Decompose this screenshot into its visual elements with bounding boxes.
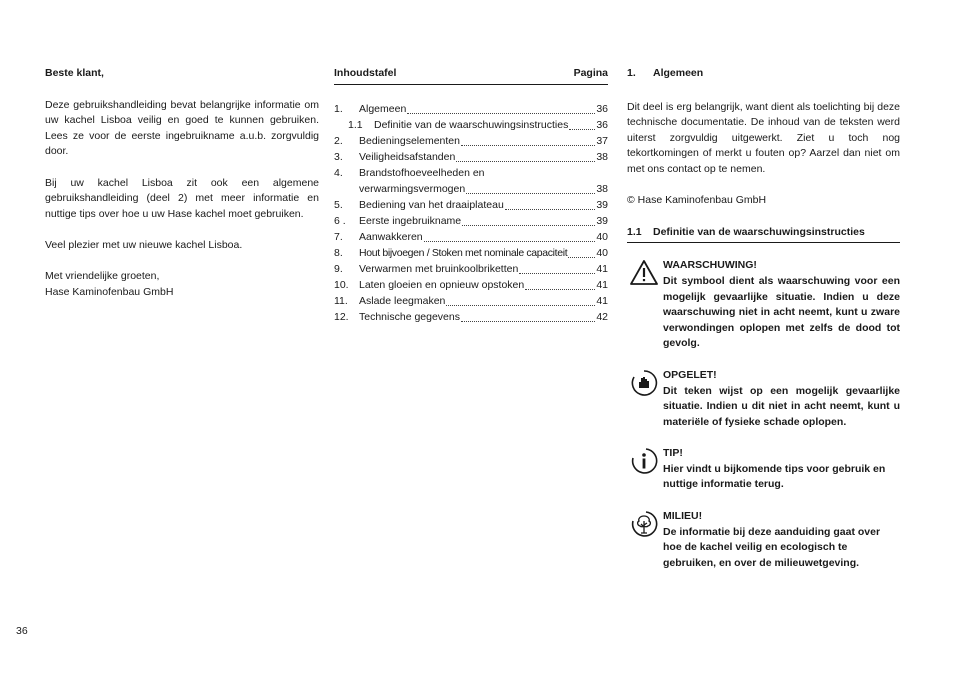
toc-item[interactable]	[334, 150, 608, 166]
toc-item[interactable]	[334, 102, 608, 118]
section-title: Definitie van de waarschuwingsinstructies	[653, 225, 865, 238]
toc-item[interactable]	[334, 118, 608, 134]
toc-leader	[456, 161, 595, 162]
toc-item-title: Aanwakkeren	[359, 231, 423, 243]
toc-item-page: 41	[596, 279, 608, 291]
toc-item-number: 1.1	[348, 119, 363, 131]
enjoy-paragraph: Veel plezier met uw nieuwe kachel Lisboa.	[45, 238, 243, 251]
toc-item-title: Brandstofhoeveelheden en	[359, 167, 485, 179]
toc-item-title: Technische gegevens	[359, 311, 460, 323]
greeting-heading: Beste klant,	[45, 67, 104, 79]
manual-paragraph: Bij uw kachel Lisboa zit ook een algemene gebruikshandleiding (deel 2) met meer informatie en nuttige tips over hoe u uw Hase kachel moet gebruiken.	[45, 176, 319, 220]
copyright-line: © Hase Kaminofenbau GmbH	[627, 194, 767, 207]
notice-title: MILIEU!	[663, 510, 703, 523]
toc-item[interactable]	[334, 230, 608, 246]
toc-item-title: Bedieningselementen	[359, 135, 460, 147]
toc-item-number: 12.	[334, 311, 349, 323]
environment-notice	[627, 509, 900, 571]
toc-item-page: 39	[596, 215, 608, 227]
toc-item-page: 41	[596, 295, 608, 307]
toc-item-title: Verwarmen met bruinkoolbriketten	[359, 263, 519, 275]
toc-item[interactable]	[334, 166, 608, 182]
page-number: 36	[16, 625, 28, 637]
toc-item-title: Eerste ingebruikname	[359, 215, 462, 227]
toc-leader	[568, 257, 595, 258]
caution-notice	[627, 368, 900, 430]
toc-item-title: verwarmingsvermogen	[359, 183, 466, 195]
closing-regards: Met vriendelijke groeten,	[45, 270, 160, 283]
toc-item-title: Algemeen	[359, 103, 407, 115]
toc-item-page: 37	[596, 135, 608, 147]
tree-icon	[629, 509, 659, 539]
toc-item-page: 41	[596, 263, 608, 275]
caution-hand-icon	[629, 368, 659, 398]
toc-item-page: 36	[596, 119, 608, 131]
toc-leader	[462, 225, 595, 226]
general-paragraph: Dit deel is erg belangrijk, want dient als toelichting bij deze technische documentatie. De inhoud van de teksten werd uiterst zorgvuldig uitgewerkt. Ziet u toch nog tekortkomingen of merkt u fouten op? Aarzel dan niet om met ons contact op te nemen.	[627, 100, 900, 175]
toc-item-page: 39	[596, 199, 608, 211]
notice-body: Hier vindt u bijkomende tips voor gebruik en nuttige informatie terug.	[663, 462, 886, 491]
toc-item-number: 9.	[334, 263, 343, 275]
toc-item-title: Definitie van de waarschuwingsinstructies	[374, 119, 569, 131]
toc-item-page: 38	[596, 183, 608, 195]
section-number: 1.	[627, 67, 636, 79]
notice-body: De informatie bij deze aanduiding gaat over hoe de kachel veilig en ecologisch te gebruiken, en over de milieuwetgeving.	[663, 525, 881, 569]
toc-item-number: 2.	[334, 135, 343, 147]
notice-body: Dit teken wijst op een mogelijk gevaarlijke situatie. Indien u dit niet in acht neemt, kunt u materiële of fysieke schade oplopen.	[663, 384, 900, 428]
section-number: 1.1	[627, 225, 642, 238]
toc-item-number: 10.	[334, 279, 349, 291]
toc-item-title: Aslade leegmaken	[359, 295, 446, 307]
toc-item-number: 1.	[334, 103, 343, 115]
toc-leader	[446, 305, 595, 306]
toc-item-number: 11.	[334, 295, 348, 307]
notice-body: Dit symbool dient als waarschuwing voor een mogelijk gevaarlijke situatie. Indien u deze waarschuwing niet in acht neemt, kunt u zware verwondingen oplopen met zelfs de dood tot gevolg.	[663, 274, 900, 350]
toc-leader	[519, 273, 595, 274]
info-icon	[629, 446, 659, 476]
toc-item-title: Veiligheidsafstanden	[359, 151, 456, 163]
greeting-column	[45, 66, 319, 300]
toc-page-label: Pagina	[573, 67, 608, 79]
toc-item-page: 36	[596, 103, 608, 115]
toc-item[interactable]	[334, 294, 608, 310]
toc-item-page: 40	[596, 247, 608, 259]
toc-leader	[461, 145, 595, 146]
toc-item-title: Bediening van het draaiplateau	[359, 199, 504, 211]
notice-title: OPGELET!	[663, 368, 717, 381]
toc-item[interactable]	[334, 198, 608, 214]
closing-company: Hase Kaminofenbau GmbH	[45, 285, 174, 298]
toc-item-page: 38	[596, 151, 608, 163]
toc-item[interactable]	[334, 214, 608, 230]
notice-title: WAARSCHUWING!	[663, 259, 757, 272]
toc-item-number: 3.	[334, 151, 343, 163]
intro-paragraph: Deze gebruikshandleiding bevat belangrijke informatie om uw kachel Lisboa veilig en goed te kunnen gebruiken. Lees ze voor de eerste ingebruikname a.u.b. zorgvuldig door.	[45, 98, 319, 158]
table-of-contents	[334, 66, 608, 326]
toc-leader	[466, 193, 595, 194]
toc-item-number: 4.	[334, 167, 343, 179]
toc-title: Inhoudstafel	[334, 67, 397, 79]
warning-triangle-icon	[629, 258, 659, 288]
toc-leader	[407, 113, 595, 114]
toc-item-number: 7.	[334, 231, 343, 243]
toc-item-number: 6 .	[334, 215, 346, 227]
toc-item[interactable]	[334, 310, 608, 326]
toc-item-page: 42	[596, 311, 608, 323]
toc-leader	[569, 129, 595, 130]
tip-notice	[627, 446, 900, 493]
toc-leader	[505, 209, 596, 210]
toc-item-title: Laten gloeien en opnieuw opstoken	[359, 279, 525, 291]
section-1-1-heading	[627, 225, 900, 244]
general-section-column	[627, 66, 900, 587]
warning-notice	[627, 258, 900, 352]
toc-leader	[424, 241, 596, 242]
section-1-heading	[627, 66, 900, 84]
toc-item-page: 40	[596, 231, 608, 243]
toc-item-number: 5.	[334, 199, 343, 211]
toc-leader	[461, 321, 595, 322]
toc-item-title: Hout bijvoegen / Stoken met nominale capaciteit	[359, 247, 568, 259]
toc-header	[334, 66, 608, 85]
toc-item[interactable]	[334, 278, 608, 294]
toc-leader	[525, 289, 595, 290]
notice-title: TIP!	[663, 447, 683, 460]
section-title: Algemeen	[653, 67, 704, 79]
toc-item[interactable]	[334, 134, 608, 150]
toc-item[interactable]	[334, 246, 608, 262]
toc-item[interactable]	[334, 182, 608, 198]
toc-item-number: 8.	[334, 247, 343, 259]
toc-item[interactable]	[334, 262, 608, 278]
